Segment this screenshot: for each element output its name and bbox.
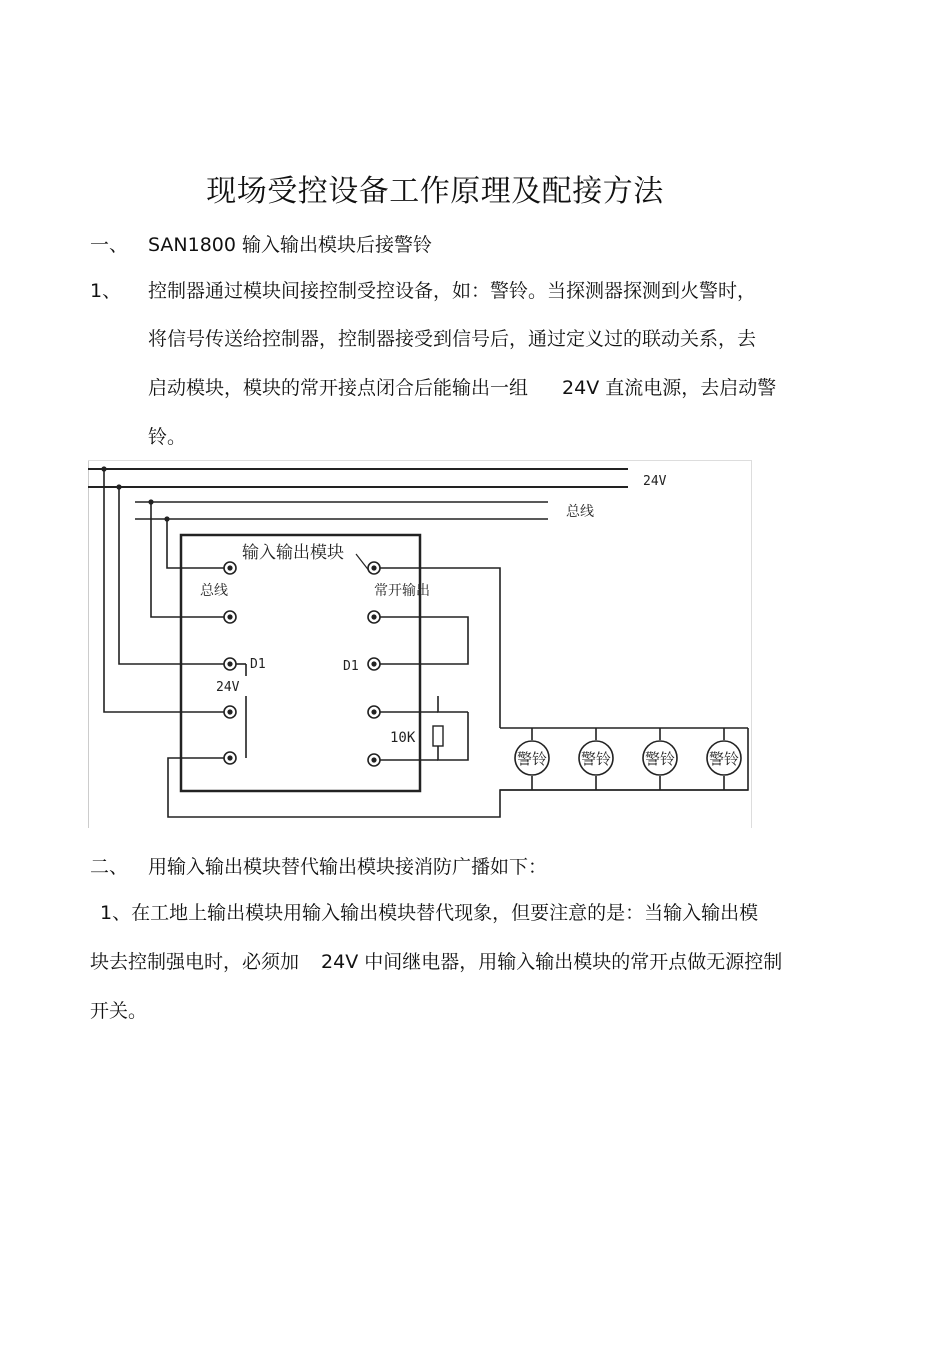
paragraph-2-line-2 [90,947,782,974]
item-1-number: 1、 [90,280,122,302]
section-1-heading: SAN1800 输入输出模块后接警铃 [148,234,433,256]
terminal-24v-label: 24V [216,680,240,695]
d1-left-label: D1 [250,657,266,672]
paragraph-2-line-2a: 块去控制强电时，必须加 [90,951,300,973]
paragraph-1-line-3 [148,373,776,400]
paragraph-1-line-2: 将信号传送给控制器，控制器接受到信号后，通过定义过的联动关系，去 [148,328,757,350]
section-2-number: 二、 [90,856,129,878]
section-2-heading: 用输入输出模块替代输出模块接消防广播如下： [148,856,548,878]
section-1-number: 一、 [90,234,129,256]
paragraph-1-line-4: 铃。 [148,426,187,448]
resistor-label: 10K [390,730,416,746]
paragraph-2-line-3: 开关。 [90,1000,148,1022]
paragraph-1-line-1: 控制器通过模块间接控制受控设备，如：警铃。当探测器探测到火警时， [148,280,757,302]
document-title: 现场受控设备工作原理及配接方法 [206,174,664,209]
paragraph-2-line-2b: 24V 中间继电器，用输入输出模块的常开点做无源控制 [321,951,783,973]
paragraph-1-line-3a: 启动模块，模块的常开接点闭合后能输出一组 [148,377,529,399]
rail-bus-label: 总线 [566,504,594,520]
paragraph-2-line-1: 1、在工地上输出模块用输入输出模块替代现象，但要注意的是：当输入输出模 [100,902,759,924]
bus-terminal-label: 总线 [200,583,228,599]
bell-3-label: 警铃 [644,750,676,768]
wiring-diagram [88,460,752,828]
no-output-label: 常开输出 [374,583,430,599]
bell-1-label: 警铃 [516,750,548,768]
rail-24v-label: 24V [643,474,667,489]
module-title: 输入输出模块 [242,543,344,563]
d1-right-label: D1 [343,659,359,674]
bell-2-label: 警铃 [580,750,612,768]
bell-4-label: 警铃 [708,750,740,768]
paragraph-1-line-3b: 24V 直流电源，去启动警 [562,377,777,399]
